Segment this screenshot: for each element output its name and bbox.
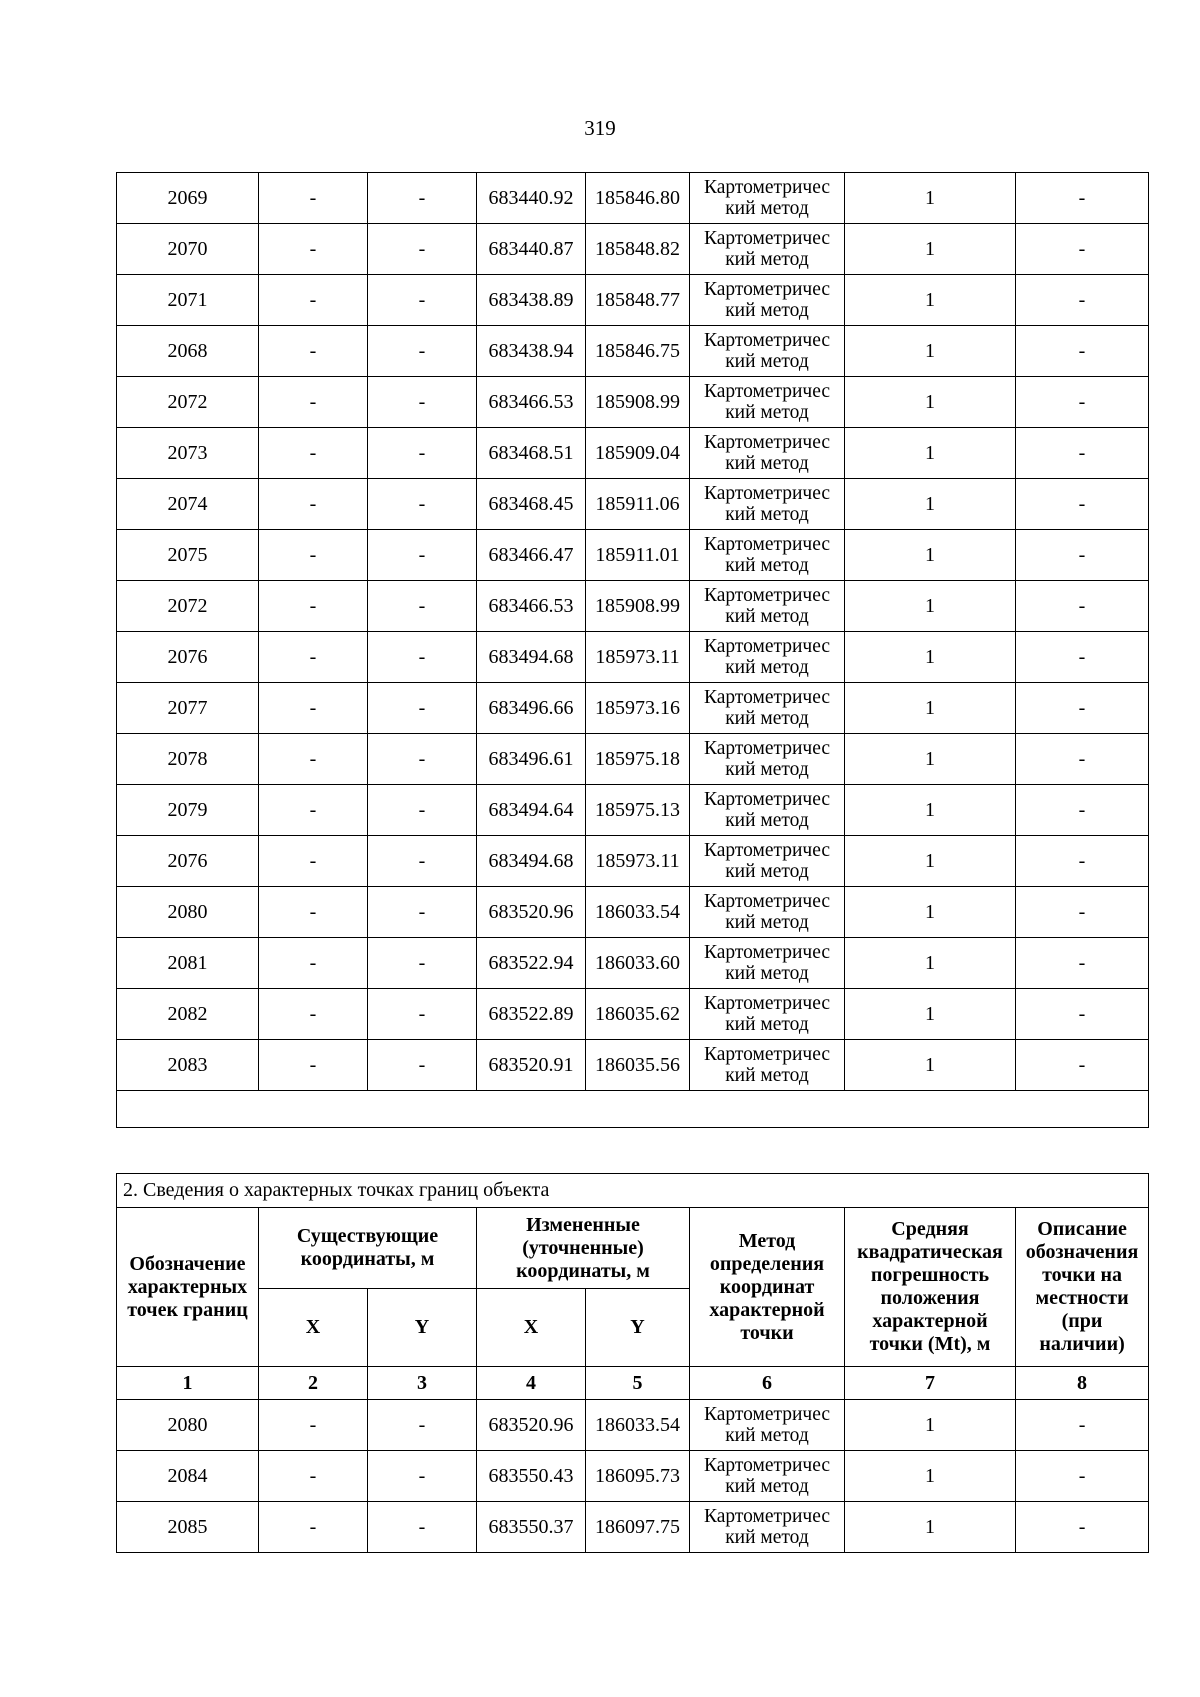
existing-y-cell: - <box>368 989 477 1040</box>
method-cell: Картометричес кий метод <box>690 377 845 428</box>
method-cell: Картометричес кий метод <box>690 224 845 275</box>
existing-x-cell: - <box>259 479 368 530</box>
header-description: Описание обозначения точки на местности (при наличии) <box>1016 1208 1149 1367</box>
x-coordinate-cell: 683522.94 <box>477 938 586 989</box>
y-coordinate-cell: 185908.99 <box>586 581 690 632</box>
x-coordinate-cell: 683494.68 <box>477 632 586 683</box>
column-numbering-row <box>117 1367 1149 1400</box>
existing-x-cell: - <box>259 275 368 326</box>
description-cell: - <box>1016 530 1149 581</box>
table-row <box>117 836 1149 887</box>
description-cell: - <box>1016 785 1149 836</box>
point-id-cell: 2075 <box>117 530 259 581</box>
empty-row <box>117 1091 1149 1128</box>
header-existing-y: Y <box>368 1289 477 1367</box>
boundary-points-table <box>116 1173 1149 1553</box>
existing-y-cell: - <box>368 836 477 887</box>
header-existing-x: X <box>259 1289 368 1367</box>
existing-x-cell: - <box>259 530 368 581</box>
y-coordinate-cell: 185846.80 <box>586 173 690 224</box>
y-coordinate-cell: 185911.06 <box>586 479 690 530</box>
table-row <box>117 428 1149 479</box>
mt-cell: 1 <box>845 785 1016 836</box>
x-coordinate-cell: 683550.37 <box>477 1502 586 1553</box>
method-cell: Картометричес кий метод <box>690 1451 845 1502</box>
existing-y-cell: - <box>368 377 477 428</box>
y-coordinate-cell: 185973.16 <box>586 683 690 734</box>
table-row <box>117 938 1149 989</box>
header-existing-coords: Существующие координаты, м <box>259 1208 477 1289</box>
point-id-cell: 2084 <box>117 1451 259 1502</box>
table-row <box>117 1400 1149 1451</box>
x-coordinate-cell: 683496.61 <box>477 734 586 785</box>
table-row <box>117 785 1149 836</box>
method-cell: Картометричес кий метод <box>690 683 845 734</box>
y-coordinate-cell: 185909.04 <box>586 428 690 479</box>
point-id-cell: 2076 <box>117 632 259 683</box>
existing-x-cell: - <box>259 734 368 785</box>
header-changed-x: X <box>477 1289 586 1367</box>
description-cell: - <box>1016 836 1149 887</box>
mt-cell: 1 <box>845 1040 1016 1091</box>
point-id-cell: 2074 <box>117 479 259 530</box>
existing-y-cell: - <box>368 1040 477 1091</box>
point-id-cell: 2082 <box>117 989 259 1040</box>
description-cell: - <box>1016 938 1149 989</box>
y-coordinate-cell: 185848.82 <box>586 224 690 275</box>
method-cell: Картометричес кий метод <box>690 275 845 326</box>
x-coordinate-cell: 683466.53 <box>477 581 586 632</box>
y-coordinate-cell: 185975.13 <box>586 785 690 836</box>
description-cell: - <box>1016 377 1149 428</box>
x-coordinate-cell: 683466.47 <box>477 530 586 581</box>
description-cell: - <box>1016 1400 1149 1451</box>
point-id-cell: 2085 <box>117 1502 259 1553</box>
existing-x-cell: - <box>259 989 368 1040</box>
y-coordinate-cell: 186035.62 <box>586 989 690 1040</box>
existing-y-cell: - <box>368 428 477 479</box>
method-cell: Картометричес кий метод <box>690 632 845 683</box>
point-id-cell: 2072 <box>117 377 259 428</box>
point-id-cell: 2080 <box>117 1400 259 1451</box>
existing-x-cell: - <box>259 632 368 683</box>
x-coordinate-cell: 683520.91 <box>477 1040 586 1091</box>
point-id-cell: 2073 <box>117 428 259 479</box>
mt-cell: 1 <box>845 1451 1016 1502</box>
description-cell: - <box>1016 683 1149 734</box>
existing-x-cell: - <box>259 377 368 428</box>
y-coordinate-cell: 185848.77 <box>586 275 690 326</box>
method-cell: Картометричес кий метод <box>690 785 845 836</box>
description-cell: - <box>1016 224 1149 275</box>
mt-cell: 1 <box>845 581 1016 632</box>
existing-x-cell: - <box>259 683 368 734</box>
existing-y-cell: - <box>368 734 477 785</box>
y-coordinate-cell: 185975.18 <box>586 734 690 785</box>
description-cell: - <box>1016 734 1149 785</box>
existing-x-cell: - <box>259 1451 368 1502</box>
column-number: 3 <box>368 1367 477 1400</box>
x-coordinate-cell: 683520.96 <box>477 887 586 938</box>
table-row <box>117 1502 1149 1553</box>
description-cell: - <box>1016 1502 1149 1553</box>
mt-cell: 1 <box>845 479 1016 530</box>
table-body <box>117 173 1149 1128</box>
x-coordinate-cell: 683520.96 <box>477 1400 586 1451</box>
x-coordinate-cell: 683468.45 <box>477 479 586 530</box>
column-number: 1 <box>117 1367 259 1400</box>
point-id-cell: 2080 <box>117 887 259 938</box>
table-row <box>117 1040 1149 1091</box>
column-number: 6 <box>690 1367 845 1400</box>
existing-y-cell: - <box>368 683 477 734</box>
mt-cell: 1 <box>845 275 1016 326</box>
x-coordinate-cell: 683494.64 <box>477 785 586 836</box>
y-coordinate-cell: 185973.11 <box>586 632 690 683</box>
table-row <box>117 479 1149 530</box>
coordinates-table-continued <box>116 172 1149 1128</box>
x-coordinate-cell: 683494.68 <box>477 836 586 887</box>
existing-x-cell: - <box>259 887 368 938</box>
existing-x-cell: - <box>259 428 368 479</box>
table-row <box>117 989 1149 1040</box>
existing-x-cell: - <box>259 938 368 989</box>
description-cell: - <box>1016 581 1149 632</box>
method-cell: Картометричес кий метод <box>690 428 845 479</box>
table-row <box>117 734 1149 785</box>
x-coordinate-cell: 683440.87 <box>477 224 586 275</box>
table-row <box>117 173 1149 224</box>
description-cell: - <box>1016 275 1149 326</box>
column-number: 4 <box>477 1367 586 1400</box>
description-cell: - <box>1016 989 1149 1040</box>
mt-cell: 1 <box>845 173 1016 224</box>
x-coordinate-cell: 683466.53 <box>477 377 586 428</box>
y-coordinate-cell: 185908.99 <box>586 377 690 428</box>
existing-x-cell: - <box>259 326 368 377</box>
table-row <box>117 581 1149 632</box>
point-id-cell: 2068 <box>117 326 259 377</box>
y-coordinate-cell: 186033.54 <box>586 887 690 938</box>
table-body <box>117 1174 1149 1553</box>
existing-y-cell: - <box>368 275 477 326</box>
existing-y-cell: - <box>368 1400 477 1451</box>
method-cell: Картометричес кий метод <box>690 1040 845 1091</box>
table-row <box>117 683 1149 734</box>
existing-y-cell: - <box>368 530 477 581</box>
point-id-cell: 2076 <box>117 836 259 887</box>
mt-cell: 1 <box>845 683 1016 734</box>
existing-y-cell: - <box>368 938 477 989</box>
description-cell: - <box>1016 1040 1149 1091</box>
point-id-cell: 2079 <box>117 785 259 836</box>
existing-y-cell: - <box>368 224 477 275</box>
mt-cell: 1 <box>845 1400 1016 1451</box>
column-number: 2 <box>259 1367 368 1400</box>
table-row <box>117 224 1149 275</box>
header-mt: Средняя квадратическая погрешность положения характерной точки (Mt), м <box>845 1208 1016 1367</box>
existing-x-cell: - <box>259 836 368 887</box>
existing-y-cell: - <box>368 581 477 632</box>
mt-cell: 1 <box>845 377 1016 428</box>
description-cell: - <box>1016 887 1149 938</box>
method-cell: Картометричес кий метод <box>690 1502 845 1553</box>
mt-cell: 1 <box>845 632 1016 683</box>
table-row <box>117 632 1149 683</box>
x-coordinate-cell: 683440.92 <box>477 173 586 224</box>
method-cell: Картометричес кий метод <box>690 173 845 224</box>
method-cell: Картометричес кий метод <box>690 836 845 887</box>
point-id-cell: 2070 <box>117 224 259 275</box>
x-coordinate-cell: 683496.66 <box>477 683 586 734</box>
description-cell: - <box>1016 173 1149 224</box>
existing-y-cell: - <box>368 326 477 377</box>
header-changed-y: Y <box>586 1289 690 1367</box>
method-cell: Картометричес кий метод <box>690 326 845 377</box>
method-cell: Картометричес кий метод <box>690 989 845 1040</box>
mt-cell: 1 <box>845 887 1016 938</box>
x-coordinate-cell: 683438.94 <box>477 326 586 377</box>
table-row <box>117 887 1149 938</box>
table-row <box>117 377 1149 428</box>
y-coordinate-cell: 185973.11 <box>586 836 690 887</box>
x-coordinate-cell: 683438.89 <box>477 275 586 326</box>
existing-y-cell: - <box>368 887 477 938</box>
method-cell: Картометричес кий метод <box>690 938 845 989</box>
existing-x-cell: - <box>259 1502 368 1553</box>
column-number: 8 <box>1016 1367 1149 1400</box>
mt-cell: 1 <box>845 989 1016 1040</box>
existing-x-cell: - <box>259 224 368 275</box>
existing-y-cell: - <box>368 785 477 836</box>
existing-y-cell: - <box>368 173 477 224</box>
header-changed-coords: Измененные (уточненные) координаты, м <box>477 1208 690 1289</box>
method-cell: Картометричес кий метод <box>690 581 845 632</box>
x-coordinate-cell: 683522.89 <box>477 989 586 1040</box>
method-cell: Картометричес кий метод <box>690 734 845 785</box>
column-number: 5 <box>586 1367 690 1400</box>
existing-x-cell: - <box>259 1040 368 1091</box>
mt-cell: 1 <box>845 428 1016 479</box>
existing-y-cell: - <box>368 1451 477 1502</box>
mt-cell: 1 <box>845 224 1016 275</box>
existing-x-cell: - <box>259 785 368 836</box>
existing-y-cell: - <box>368 632 477 683</box>
mt-cell: 1 <box>845 530 1016 581</box>
existing-x-cell: - <box>259 1400 368 1451</box>
point-id-cell: 2083 <box>117 1040 259 1091</box>
header-method: Метод определения координат характерной точки <box>690 1208 845 1367</box>
section-title: 2. Сведения о характерных точках границ объекта <box>117 1174 1149 1208</box>
description-cell: - <box>1016 326 1149 377</box>
point-id-cell: 2078 <box>117 734 259 785</box>
page-number: 319 <box>584 116 616 140</box>
table-row <box>117 530 1149 581</box>
mt-cell: 1 <box>845 326 1016 377</box>
method-cell: Картометричес кий метод <box>690 530 845 581</box>
column-number: 7 <box>845 1367 1016 1400</box>
method-cell: Картометричес кий метод <box>690 479 845 530</box>
existing-y-cell: - <box>368 479 477 530</box>
y-coordinate-cell: 186033.60 <box>586 938 690 989</box>
existing-x-cell: - <box>259 173 368 224</box>
y-coordinate-cell: 186033.54 <box>586 1400 690 1451</box>
y-coordinate-cell: 185846.75 <box>586 326 690 377</box>
table-row <box>117 1451 1149 1502</box>
header-point-label: Обозначение характерных точек границ <box>117 1208 259 1367</box>
point-id-cell: 2072 <box>117 581 259 632</box>
description-cell: - <box>1016 1451 1149 1502</box>
description-cell: - <box>1016 632 1149 683</box>
existing-x-cell: - <box>259 581 368 632</box>
mt-cell: 1 <box>845 1502 1016 1553</box>
point-id-cell: 2077 <box>117 683 259 734</box>
table-row <box>117 275 1149 326</box>
description-cell: - <box>1016 479 1149 530</box>
y-coordinate-cell: 186035.56 <box>586 1040 690 1091</box>
mt-cell: 1 <box>845 836 1016 887</box>
method-cell: Картометричес кий метод <box>690 887 845 938</box>
y-coordinate-cell: 186095.73 <box>586 1451 690 1502</box>
description-cell: - <box>1016 428 1149 479</box>
table-row <box>117 326 1149 377</box>
existing-y-cell: - <box>368 1502 477 1553</box>
method-cell: Картометричес кий метод <box>690 1400 845 1451</box>
mt-cell: 1 <box>845 734 1016 785</box>
point-id-cell: 2071 <box>117 275 259 326</box>
y-coordinate-cell: 186097.75 <box>586 1502 690 1553</box>
x-coordinate-cell: 683550.43 <box>477 1451 586 1502</box>
mt-cell: 1 <box>845 938 1016 989</box>
empty-cell <box>117 1091 1149 1128</box>
point-id-cell: 2081 <box>117 938 259 989</box>
x-coordinate-cell: 683468.51 <box>477 428 586 479</box>
y-coordinate-cell: 185911.01 <box>586 530 690 581</box>
point-id-cell: 2069 <box>117 173 259 224</box>
